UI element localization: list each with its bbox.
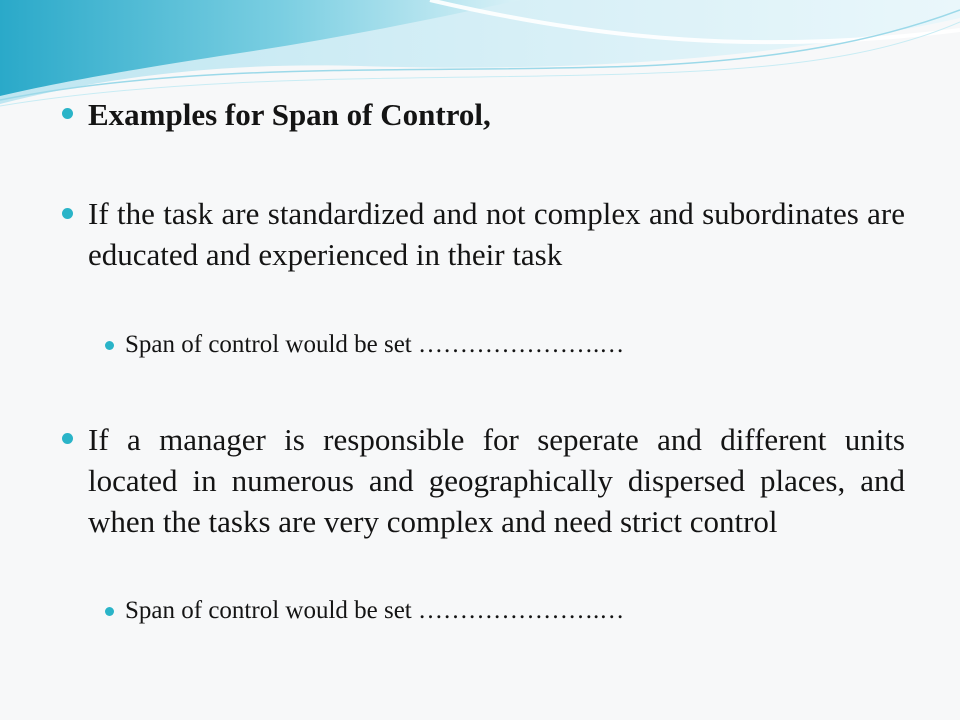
point-2-sub-text: Span of control would be set ………………….… [125, 597, 625, 624]
sub-bullet-icon [105, 341, 114, 350]
heading-text: Examples for Span of Control, [88, 97, 491, 132]
bullet-icon [62, 208, 73, 219]
bullet-icon [62, 108, 73, 119]
point-2-text: If a manager is responsible for seperate and different units located in numerous and geographically dispersed places, and when the tasks are very complex and need strict control [88, 422, 905, 539]
point-1-sub-text: Span of control would be set ………………….… [125, 331, 625, 358]
sub-bullet-icon [105, 607, 114, 616]
bullet-icon [62, 433, 73, 444]
point-1-text: If the task are standardized and not complex and subordinates are educated and experienced in their task [88, 196, 905, 272]
